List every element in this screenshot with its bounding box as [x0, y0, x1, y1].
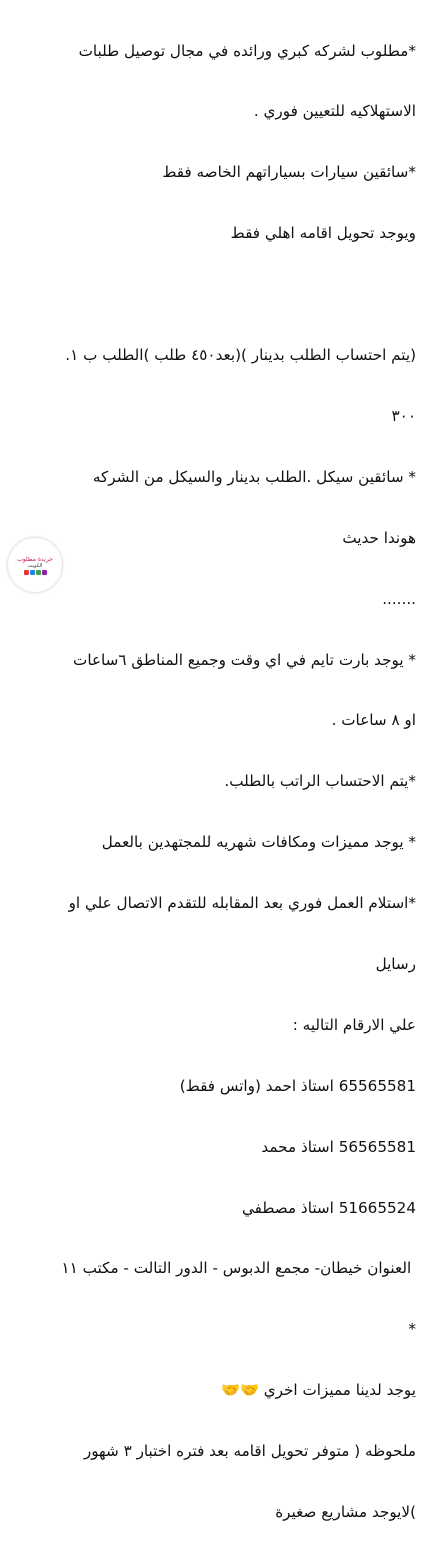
- social-icon: [36, 570, 41, 575]
- message-line: *استلام العمل فوري بعد المقابله للتقدم الاتصال علي او: [68, 894, 416, 913]
- social-icon: [30, 570, 35, 575]
- message-line: * يوجد مميزات ومكافات شهريه للمجتهدين بالعمل: [101, 833, 416, 852]
- phone-line: 51665524 استاذ مصطفي: [242, 1198, 416, 1217]
- message-line: *مطلوب لشركه كبري ورائده في مجال توصيل طلبات: [78, 41, 416, 60]
- watermark-social-icons: [24, 570, 47, 575]
- message-line: .......: [382, 589, 416, 608]
- message-line: (يتم احتساب الطلب بدينار )(بعد٤٥٠ طلب )الطلب ب ١.: [65, 346, 416, 365]
- message-line: * سائقين سيكل .الطلب بدينار والسيكل من الشركه: [92, 467, 416, 486]
- social-icon: [24, 570, 29, 575]
- message-line: ملحوظه ( متوفر تحويل اقامه بعد فتره اختبار ٣ شهور: [83, 1442, 416, 1461]
- message-line: رسايل: [375, 954, 416, 973]
- message-line: علي الارقام التاليه :: [292, 1015, 416, 1034]
- message-line: *: [408, 1320, 416, 1339]
- message-line: ويوجد تحويل اقامه اهلي فقط: [230, 224, 416, 243]
- address-line: العنوان خيطان- مجمع الدبوس - الدور التالت - مكتب ١١: [61, 1259, 416, 1278]
- message-line: *يتم الاحتساب الراتب بالطلب.: [224, 772, 416, 791]
- message-blank-line: [6, 284, 416, 304]
- watermark-top-text: جريدة مطلوب: [17, 555, 53, 563]
- message-line: * يوجد بارت تايم في اي وقت وجميع المناطق ٦ساعات: [73, 650, 416, 669]
- message-line: ٣٠٠: [391, 406, 416, 425]
- watermark-logo: [8, 538, 62, 592]
- phone-line: 56565581 استاذ محمد: [261, 1137, 416, 1156]
- social-icon: [42, 570, 47, 575]
- message-line: *سائقين سيارات بسياراتهم الخاصه فقط: [162, 163, 416, 182]
- message-line: الاستهلاكيه للتعيين فوري .: [253, 102, 416, 121]
- watermark-bottom-text: الكويت: [27, 562, 43, 569]
- message-line: او ٨ ساعات .: [331, 711, 416, 730]
- message-body: [6, 0, 416, 1543]
- phone-line: 65565581 استاذ احمد (واتس فقط): [179, 1076, 416, 1095]
- message-line: هوندا حديث: [342, 528, 416, 547]
- message-line: )لايوجد مشاريع صغيرة: [275, 1502, 416, 1521]
- message-line: يوجد لدينا مميزات اخري 🤝🤝: [221, 1381, 416, 1400]
